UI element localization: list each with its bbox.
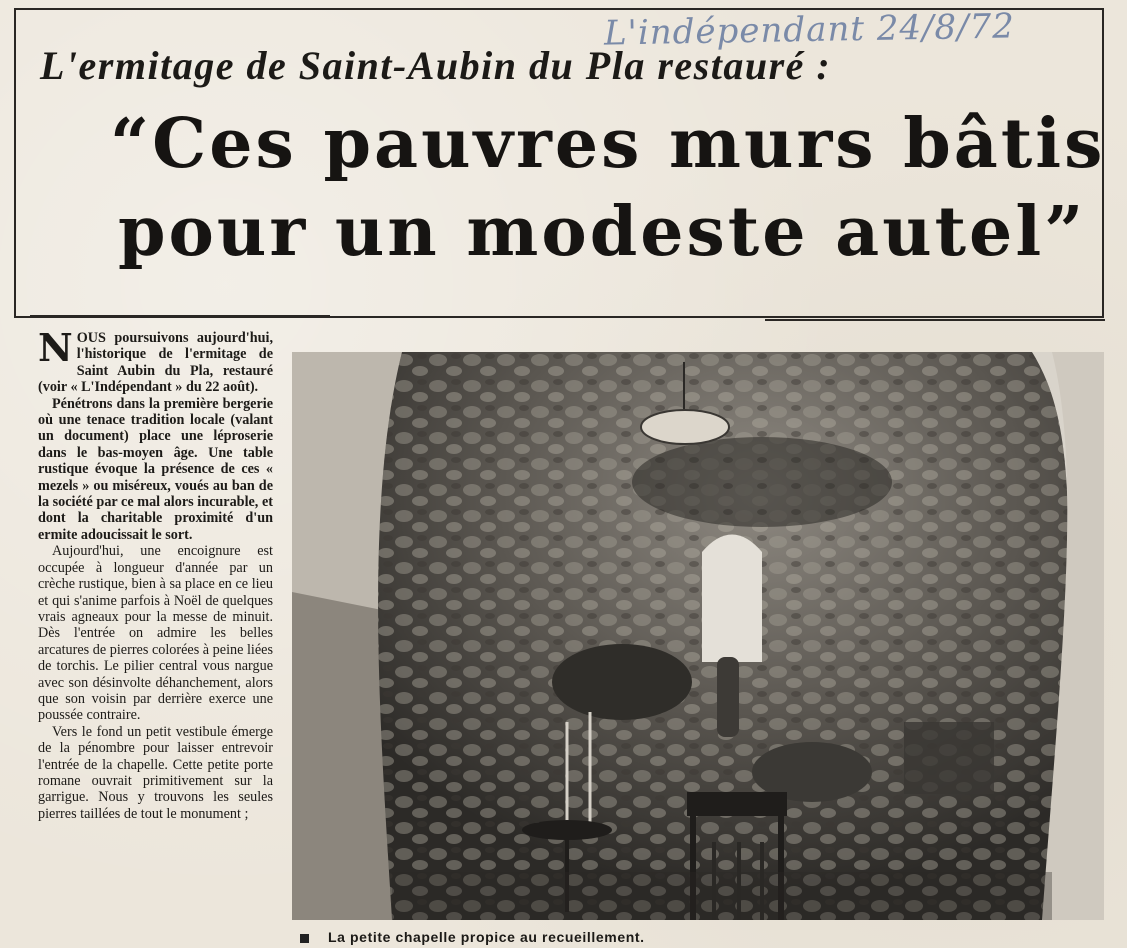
lead-text: OUS poursuivons aujourd'hui, l'historique de l'ermitage de Saint Aubin du Pla, restauré (voir « L'Indépendant » du 22 août). <box>38 330 273 396</box>
caption-marker-icon <box>300 934 309 943</box>
article-column <box>38 325 273 822</box>
handwritten-date-note: L'indépendant 24/8/72 <box>603 6 1016 54</box>
lead-paragraph <box>38 325 273 396</box>
drop-cap: N <box>38 325 73 370</box>
chapel-photo <box>292 352 1104 920</box>
headline-line-1: “Ces pauvres murs bâtis <box>110 104 1106 184</box>
paragraph-3: Aujourd'hui, une encoignure est occupée à longueur d'année par un crèche rustique, bien à sa place en ce lieu et qui s'anime parfois à Noël de quelques vrais agneaux pour la messe de minuit. Dès l'entrée on admire les belles arcatures de pierres colorées à peine liées de torchis. Le pilier central vous nargue avec son désinvolte déhanchement, alors que son voisin par derrière exerce une poussée contraire. <box>38 543 273 724</box>
chapel-photo-image <box>292 352 1104 920</box>
paragraph-4: Vers le fond un petit vestibule émerge de la pénombre pour laisser entrevoir l'entrée de la chapelle. Cette petite porte romane ouvrait primitivement sur la garrigue. Nous y trouvons les seules pierres taillées de tout le monument ; <box>38 723 273 822</box>
paragraph-2: Pénétrons dans la première bergerie où une tenace tradition locale (valant un document) place une léproserie dans le bas-moyen âge. Une table rustique évoque la présence de ces « mezels » ou miséreux, voués au ban de la société par ce mal alors incurable, et dont la charitable proximité d'un ermite adoucissait le sort. <box>38 395 273 543</box>
rule-left <box>30 315 330 317</box>
headline <box>110 100 1106 276</box>
headline-line-2: pour un modeste autel” <box>118 192 1087 272</box>
photo-caption: La petite chapelle propice au recueillement. <box>328 929 645 945</box>
headline-kicker: L'ermitage de Saint-Aubin du Pla restauré : <box>40 43 832 88</box>
rule-right <box>765 319 1105 321</box>
